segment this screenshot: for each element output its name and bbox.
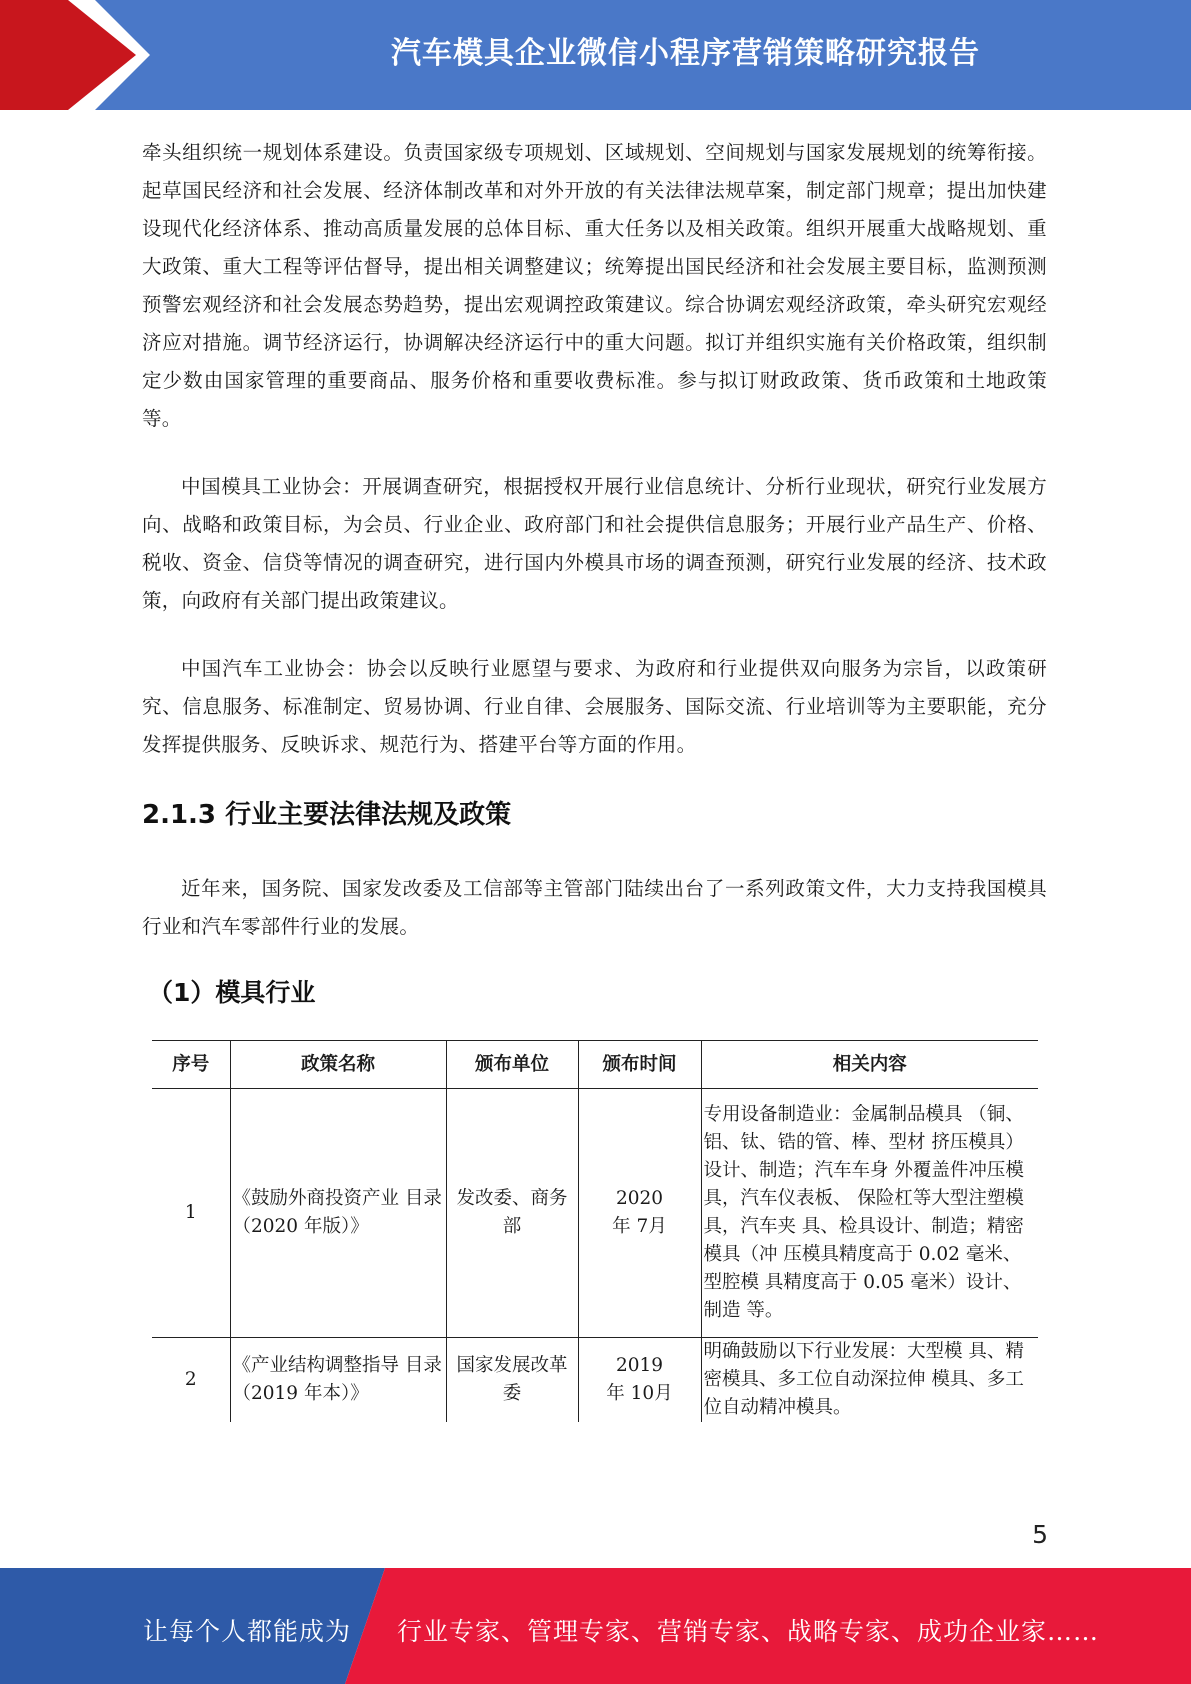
section-intro: 近年来，国务院、国家发改委及工信部等主管部门陆续出台了一系列政策文件，大力支持我国模具行业和汽车零部件行业的发展。 (142, 877, 1047, 938)
paragraph-ndrc-duties: 牵头组织统一规划体系建设。负责国家级专项规划、区域规划、空间规划与国家发展规划的统筹衔接。起草国民经济和社会发展、经济体制改革和对外开放的有关法律法规草案，制定部门规章；提出加快建设现代化经济体系、推动高质量发展的总体目标、重大任务以及相关政策。组织开展重大战略规划、重大政策、重大工程等评估督导，提出相关调整建议；统筹提出国民经济和社会发展主要目标，监测预测预警宏观经济和社会发展态势趋势，提出宏观调控政策建议。综合协调宏观经济政策，牵头研究宏观经济应对措施。调节经济运行，协调解决经济运行中的重大问题。拟订并组织实施有关价格政策，组织制定少数由国家管理的重要商品、服务价格和重要收费标准。参与拟订财政政策、货币政策和土地政策等。 (142, 141, 1047, 430)
footer-slogan-left: 让每个人都能成为 (143, 1617, 352, 1646)
report-title: 汽车模具企业微信小程序营销策略研究报告 (391, 36, 980, 71)
cell-issuer: 国家发展改革委 (446, 1338, 578, 1423)
cell-no: 2 (184, 1369, 197, 1390)
page-footer (0, 1568, 1191, 1684)
subsection-heading: （1）模具行业 (148, 978, 316, 1007)
page-number: 5 (1032, 1520, 1048, 1549)
paragraph-mould-association: 中国模具工业协会：开展调查研究，根据授权开展行业信息统计、分析行业现状，研究行业发展方向、战略和政策目标，为会员、行业企业、政府部门和社会提供信息服务；开展行业产品生产、价格、税收、资金、信贷等情况的调查研究，进行国内外模具市场的调查预测，研究行业发展的经济、技术政策，向政府有关部门提出政策建议。 (142, 475, 1047, 612)
policy-table (152, 1040, 1038, 1422)
header-issuer: 颁布单位 (446, 1041, 578, 1089)
table-header-row (152, 1041, 1038, 1089)
cell-content: 明确鼓励以下行业发展：大型模 具、精密模具、多工位自动深拉伸 模具、多工位自动精冲模具。 (701, 1338, 1038, 1423)
cell-content: 专用设备制造业：金属制品模具 （铜、铝、钛、锆的管、棒、型材 挤压模具）设计、制造；汽车车身 外覆盖件冲压模具，汽车仪表板、 保险杠等大型注塑模具，汽车夹 具、检具设计、制造；精密模具（冲 压模具精度高于 0.02 毫米、型腔模 具精度高于 0.05 毫米）设计、制造 等。 (701, 1089, 1038, 1338)
cell-date: 2019 年 10月 (578, 1338, 701, 1423)
footer-slogan-right: 行业专家、管理专家、营销专家、战略专家、成功企业家…… (397, 1617, 1100, 1646)
cell-no: 1 (152, 1089, 230, 1338)
table-row (152, 1089, 1038, 1338)
table-row (152, 1338, 1038, 1423)
page-header (0, 0, 1191, 110)
header-no: 序号 (152, 1041, 230, 1089)
section-heading: 2.1.3 行业主要法律法规及政策 (142, 800, 512, 830)
header-date: 颁布时间 (578, 1041, 701, 1089)
body-text (142, 134, 1047, 764)
cell-date: 2020 年 7月 (578, 1089, 701, 1338)
header-content: 相关内容 (701, 1041, 1038, 1089)
paragraph-auto-association: 中国汽车工业协会：协会以反映行业愿望与要求、为政府和行业提供双向服务为宗旨，以政策研究、信息服务、标准制定、贸易协调、行业自律、会展服务、国际交流、行业培训等为主要职能，充分发挥提供服务、反映诉求、规范行为、搭建平台等方面的作用。 (142, 657, 1047, 756)
section-intro-block (142, 870, 1047, 946)
cell-policy-name: 《产业结构调整指导 目录（2019 年本）》 (230, 1338, 446, 1423)
cell-issuer: 发改委、商务部 (446, 1089, 578, 1338)
header-policy-name: 政策名称 (230, 1041, 446, 1089)
cell-policy-name: 《鼓励外商投资产业 目录（2020 年版）》 (230, 1089, 446, 1338)
